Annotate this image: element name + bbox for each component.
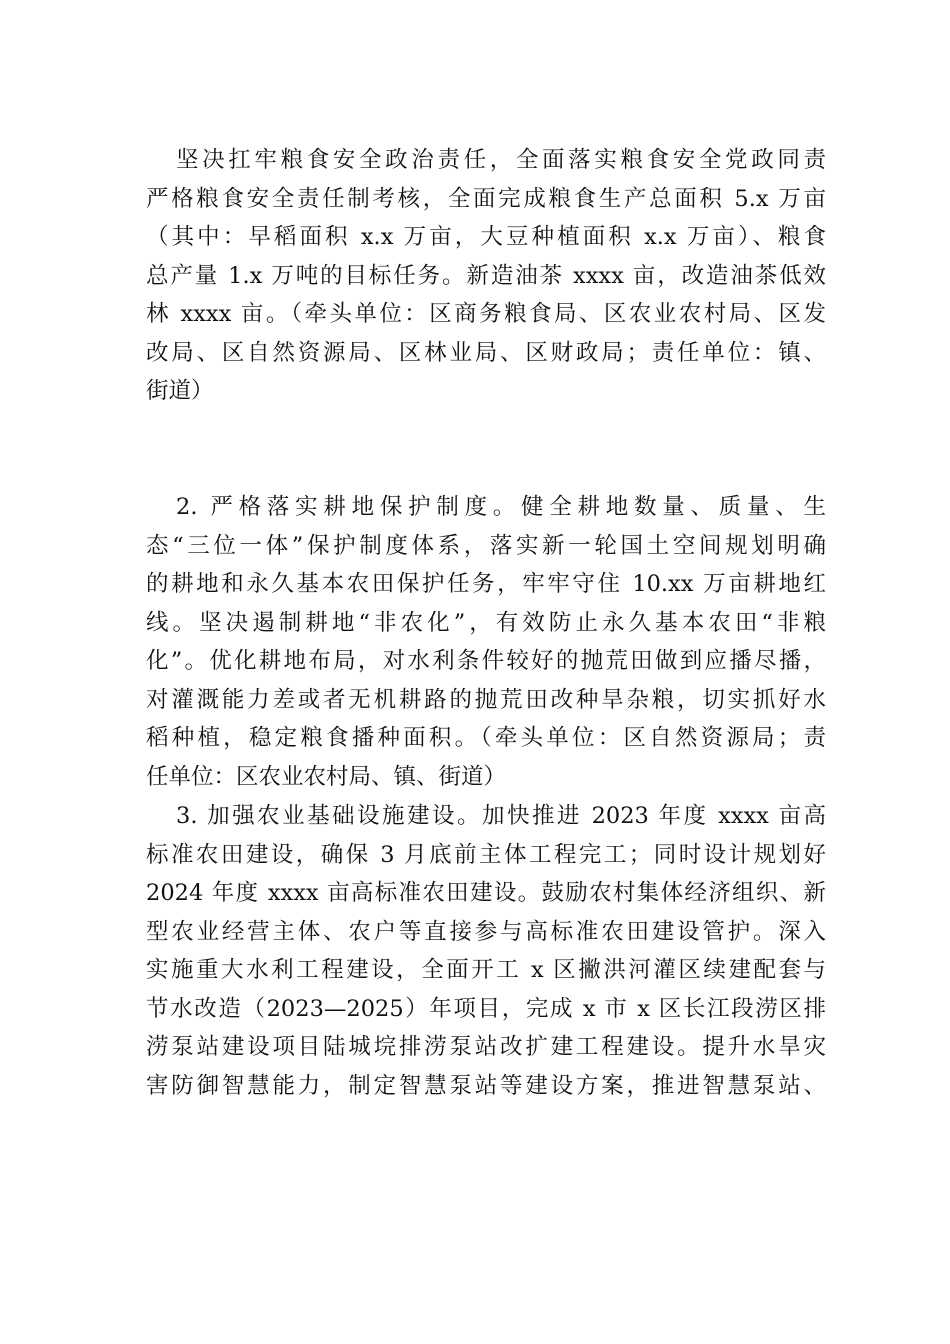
paragraph-line: 林 xxxx 亩。（牵头单位：区商务粮食局、区农业农村局、区发 [146, 301, 826, 327]
paragraph-line: 2024 年度 xxxx 亩高标准农田建设。鼓励农村集体经济组织、新 [146, 880, 826, 906]
paragraph-line: 严格粮食安全责任制考核，全面完成粮食生产总面积 5.x 万亩 [146, 185, 826, 212]
paragraph-line: 态“三位一体”保护制度体系，落实新一轮国土空间规划明确 [146, 532, 826, 559]
paragraph-line: 涝泵站建设项目陆城垸排涝泵站改扩建工程建设。提升水旱灾 [146, 1034, 826, 1060]
paragraph-farmland-protection [146, 488, 826, 796]
paragraph-line: （其中：早稻面积 x.x 万亩，大豆种植面积 x.x 万亩）、粮食 [146, 224, 826, 250]
paragraph-line: 坚决扛牢粮食安全政治责任，全面落实粮食安全党政同责 [176, 147, 826, 173]
paragraph-line: 实施重大水利工程建设，全面开工 x 区撇洪河灌区续建配套与 [146, 957, 826, 983]
paragraph-grain-security [146, 141, 826, 411]
paragraph-line: 任单位：区农业农村局、镇、街道） [146, 763, 507, 790]
paragraph-line: 节水改造（2023—2025）年项目，完成 x 市 x 区长江段涝区排 [146, 995, 826, 1022]
paragraph-line: 的耕地和永久基本农田保护任务，牢牢守住 10.xx 万亩耕地红 [146, 571, 826, 597]
paragraph-infrastructure [146, 797, 826, 1105]
paragraph-line: 街道） [146, 378, 214, 404]
paragraph-line: 线。坚决遏制耕地“非农化”，有效防止永久基本农田“非粮 [146, 609, 826, 636]
paragraph-line: 3. 加强农业基础设施建设。加快推进 2023 年度 xxxx 亩高 [176, 803, 826, 829]
paragraph-line: 总产量 1.x 万吨的目标任务。新造油茶 xxxx 亩，改造油茶低效 [146, 262, 826, 289]
paragraph-line: 型农业经营主体、农户等直接参与高标准农田建设管护。深入 [146, 918, 826, 945]
paragraph-line: 改局、区自然资源局、区林业局、区财政局；责任单位：镇、 [146, 339, 826, 366]
paragraph-line: 化”。优化耕地布局，对水利条件较好的抛荒田做到应播尽播， [146, 648, 826, 674]
paragraph-line: 对灌溉能力差或者无机耕路的抛荒田改种旱杂粮，切实抓好水 [146, 686, 826, 713]
paragraph-line: 标准农田建设，确保 3 月底前主体工程完工；同时设计规划好 [146, 841, 826, 868]
paragraph-line: 2. 严格落实耕地保护制度。健全耕地数量、质量、生 [176, 494, 826, 520]
paragraph-line: 害防御智慧能力，制定智慧泵站等建设方案，推进智慧泵站、 [146, 1072, 826, 1099]
paragraph-line: 稻种植，稳定粮食播种面积。（牵头单位：区自然资源局；责 [146, 725, 826, 751]
